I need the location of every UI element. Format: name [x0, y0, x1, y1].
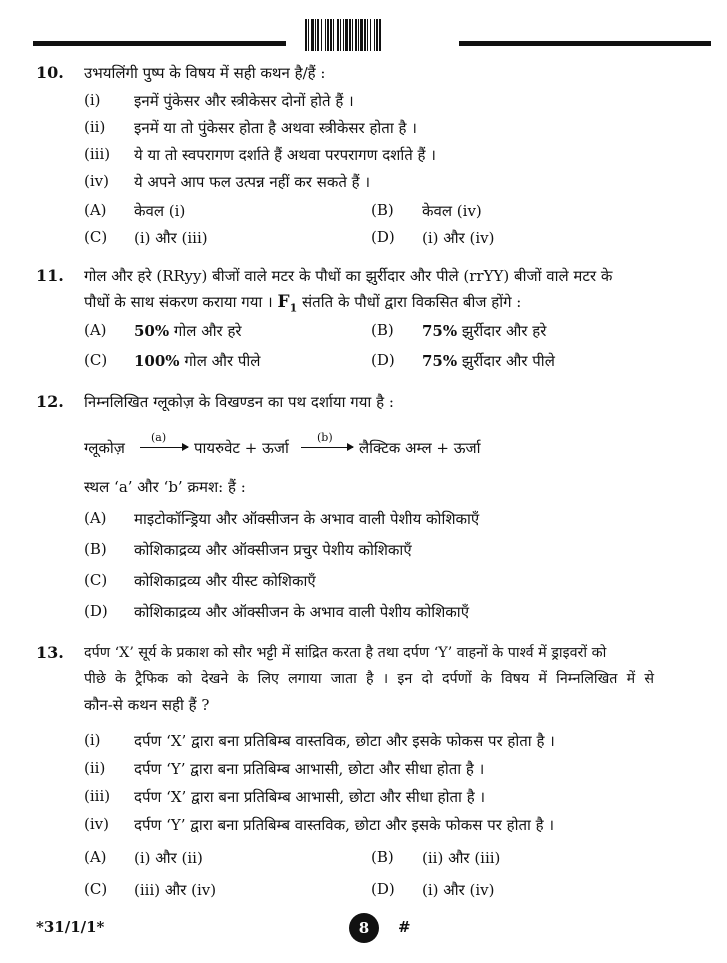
paper-code: *31/1/1* [36, 918, 105, 936]
option-label: (A) [84, 321, 107, 339]
pathway-label-a: (a) [151, 431, 167, 444]
option-label: (C) [84, 880, 108, 898]
question-stem-line: गोल और हरे (RRyy) बीजों वाले मटर के पौधों का झुर्रीदार और पीले (rrYY) बीजों वाले मटर के [84, 267, 613, 285]
option-b-text: कोशिकाद्रव्य और ऑक्सीजन प्रचुर पेशीय कोशिकाएँ [134, 541, 412, 559]
option-d[interactable] [371, 351, 395, 369]
option-c-text: (iii) और (iv) [134, 881, 217, 899]
footer-hash: # [398, 918, 411, 936]
barcode [305, 19, 440, 51]
stem-part: पौधों के साथ संकरण कराया गया । [84, 293, 273, 311]
statement-number: (iv) [84, 815, 109, 833]
pathway-label-b: (b) [317, 431, 333, 444]
question-stem-line [84, 292, 521, 314]
option-b-text: (ii) और (iii) [422, 849, 501, 867]
option-c-text: (i) और (iii) [134, 229, 208, 247]
question-number: 12. [36, 392, 64, 411]
option-b[interactable] [84, 540, 107, 558]
statement-text: इनमें या तो पुंकेसर होता है अथवा स्त्रीकेसर होता है । [134, 119, 417, 137]
option-d[interactable] [371, 880, 395, 898]
question-stem-line: दर्पण ‘X’ सूर्य के प्रकाश को सौर भट्टी में सांद्रित करता है तथा दर्पण ‘Y’ वाहनों के पार्श्व में ड्राइवरों को [84, 645, 607, 661]
question-stem-line: पीछे के ट्रैफिक को देखने के लिए लगाया जाता है । इन दो दर्पणों के विषय में निम्नलिखित में से [84, 671, 654, 687]
option-d-text: कोशिकाद्रव्य और ऑक्सीजन के अभाव वाली पेशीय कोशिकाएँ [134, 603, 469, 621]
question-stem-line: कौन-से कथन सही हैं ? [84, 696, 210, 714]
option-label: (A) [84, 509, 107, 527]
pathway-start: ग्लूकोज़ [84, 439, 125, 457]
pathway-arrow-a [140, 447, 188, 448]
option-b-text: केवल (iv) [422, 202, 482, 220]
option-label: (D) [371, 228, 395, 246]
statement-text: दर्पण ‘Y’ द्वारा बना प्रतिबिम्ब वास्तविक, छोटा और इसके फोकस पर होता है । [134, 816, 555, 834]
statement-text: ये या तो स्वपरागण दर्शाते हैं अथवा परपरागण दर्शाते हैं । [134, 146, 436, 164]
pathway-middle: पायरुवेट + ऊर्जा [194, 439, 289, 457]
option-label: (B) [371, 201, 394, 219]
option-c[interactable] [84, 228, 107, 246]
pathway-arrow-b [301, 447, 353, 448]
option-label: (D) [371, 351, 395, 369]
question-stem: निम्नलिखित ग्लूकोज़ के विखण्डन का पथ दर्शाया गया है : [84, 393, 394, 411]
page-number: 8 [349, 913, 379, 943]
option-b[interactable] [371, 321, 394, 339]
statement-number: (iii) [84, 145, 111, 163]
option-label: (D) [84, 602, 108, 620]
option-a-text: 50% गोल और हरे [134, 322, 242, 340]
stem-part: संतति के पौधों द्वारा विकसित बीज होंगे : [302, 293, 522, 311]
statement-number: (iii) [84, 787, 111, 805]
option-d-text: (i) और (iv) [422, 229, 495, 247]
statement-number: (i) [84, 731, 101, 749]
option-c-text: कोशिकाद्रव्य और यीस्ट कोशिकाएँ [134, 572, 316, 590]
option-d-text: 75% झुर्रीदार और पीले [422, 352, 555, 370]
option-label: (B) [371, 321, 394, 339]
option-a-text: केवल (i) [134, 202, 186, 220]
option-d[interactable] [371, 228, 395, 246]
option-c[interactable] [84, 351, 107, 369]
statement-text: दर्पण ‘X’ द्वारा बना प्रतिबिम्ब आभासी, छोटा और सीधा होता है । [134, 788, 486, 806]
statement-number: (iv) [84, 172, 109, 190]
option-a[interactable] [84, 509, 107, 527]
option-c-text: 100% गोल और पीले [134, 352, 261, 370]
question-number: 13. [36, 643, 64, 662]
option-b[interactable] [371, 201, 394, 219]
pathway-end: लैक्टिक अम्ल + ऊर्जा [359, 439, 481, 457]
option-b[interactable] [371, 848, 394, 866]
option-a-text: (i) और (ii) [134, 849, 203, 867]
option-d-text: (i) और (iv) [422, 881, 495, 899]
header-rule-left [33, 41, 286, 46]
question-number: 10. [36, 63, 64, 82]
option-label: (C) [84, 228, 108, 246]
statement-text: ये अपने आप फल उत्पन्न नहीं कर सकते हैं । [134, 173, 371, 191]
option-a[interactable] [84, 201, 107, 219]
statement-number: (i) [84, 91, 101, 109]
option-label: (B) [371, 848, 394, 866]
statement-text: दर्पण ‘X’ द्वारा बना प्रतिबिम्ब वास्तविक, छोटा और इसके फोकस पर होता है । [134, 732, 555, 750]
statement-number: (ii) [84, 118, 106, 136]
question-stem: उभयलिंगी पुष्प के विषय में सही कथन है/हैं : [84, 64, 326, 82]
statement-number: (ii) [84, 759, 106, 777]
option-label: (C) [84, 571, 108, 589]
option-a-text: माइटोकॉन्ड्रिया और ऑक्सीजन के अभाव वाली पेशीय कोशिकाएँ [134, 510, 480, 528]
option-label: (A) [84, 848, 107, 866]
header-rule-right [459, 41, 711, 46]
option-a[interactable] [84, 848, 107, 866]
option-label: (D) [371, 880, 395, 898]
statement-text: इनमें पुंकेसर और स्त्रीकेसर दोनों होते हैं । [134, 92, 354, 110]
option-b-text: 75% झुर्रीदार और हरे [422, 322, 547, 340]
option-label: (A) [84, 201, 107, 219]
f1-symbol: $F_1$ [277, 292, 298, 315]
option-d[interactable] [84, 602, 108, 620]
question-sub-stem: स्थल ‘a’ और ‘b’ क्रमश: हैं : [84, 478, 246, 496]
option-label: (C) [84, 351, 108, 369]
question-number: 11. [36, 266, 64, 285]
option-a[interactable] [84, 321, 107, 339]
statement-text: दर्पण ‘Y’ द्वारा बना प्रतिबिम्ब आभासी, छोटा और सीधा होता है । [134, 760, 485, 778]
option-c[interactable] [84, 571, 107, 589]
option-label: (B) [84, 540, 107, 558]
option-c[interactable] [84, 880, 107, 898]
